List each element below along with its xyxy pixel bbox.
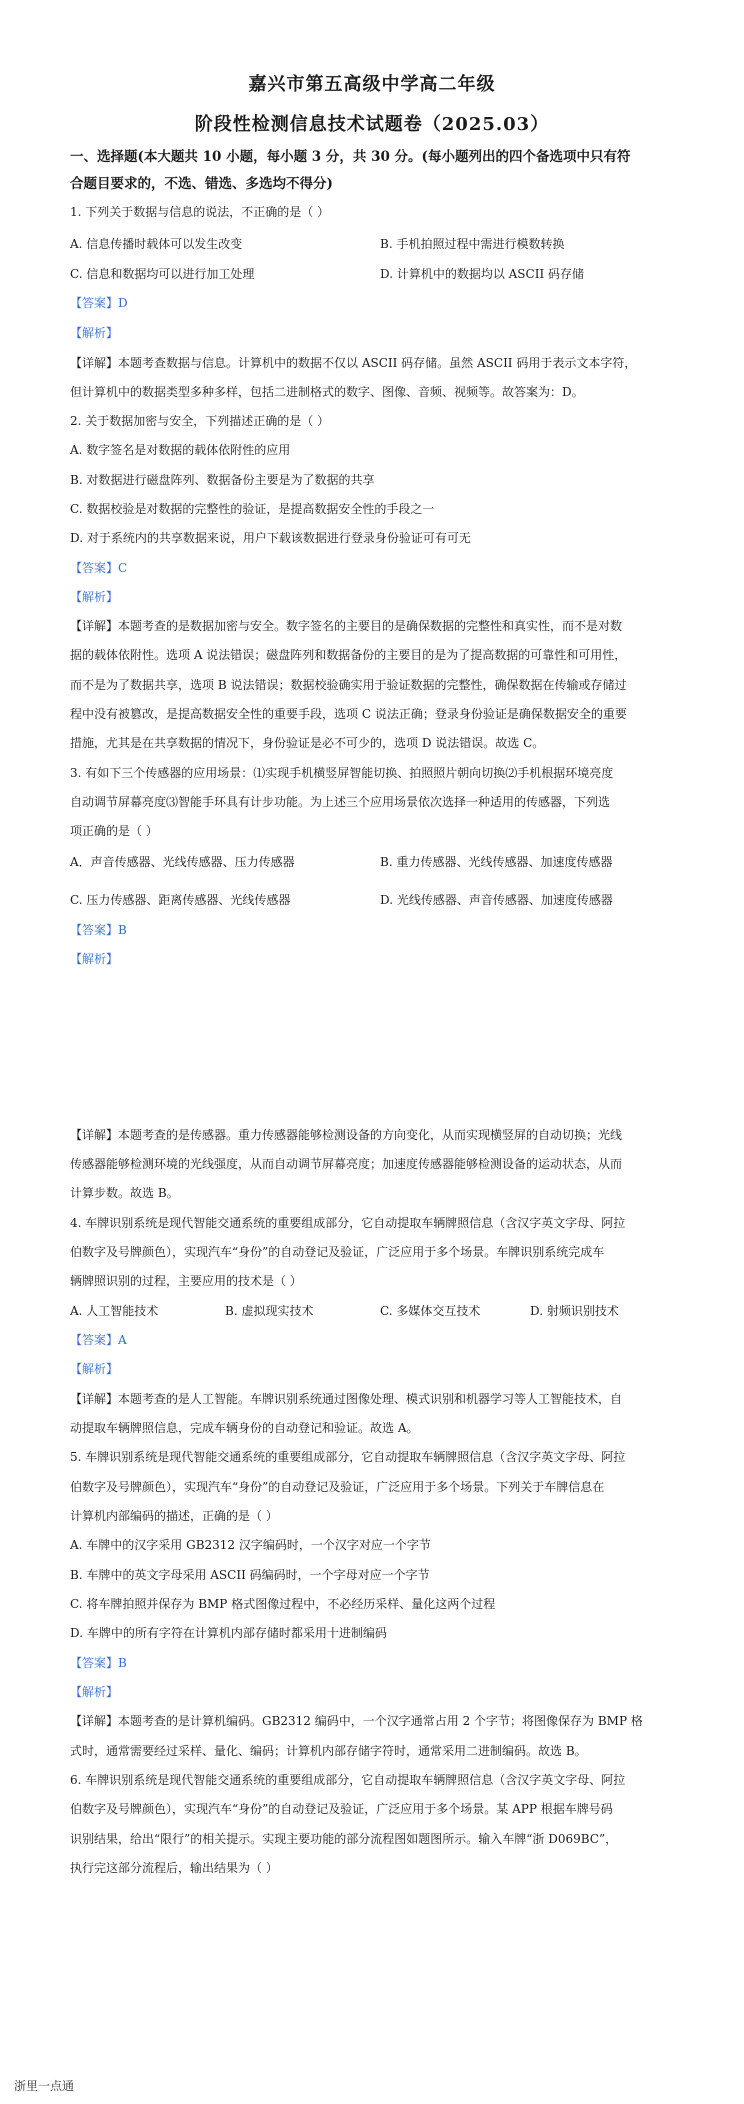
question-5-option-c: C. 将车牌拍照并保存为 BMP 格式图像过程中，不必经历采样、量化这两个过程 [70,1597,496,1611]
question-4-stem-cont-2: 辆牌照识别的过程，主要应用的技术是（ ） [70,1274,302,1288]
question-4-option-d: D. 射频识别技术 [530,1304,619,1318]
question-6-stem-cont-1: 伯数字及号牌颜色），实现汽车“身份”的自动登记及验证，广泛应用于多个场景。某 APP 根据车牌号码 [70,1802,613,1816]
question-1-detail-cont: 但计算机中的数据类型多种多样，包括二进制格式的数字、图像、音频、视频等。故答案为：D。 [70,385,584,399]
question-1-option-c: C. 信息和数据均可以进行加工处理 [70,267,255,281]
exam-title-paper: 阶段性检测信息技术试题卷（2025.03） [194,114,550,135]
question-5-option-d: D. 车牌中的所有字符在计算机内部存储时都采用十进制编码 [70,1626,387,1640]
question-2-option-a: A. 数字签名是对数据的载体依附性的应用 [70,443,291,457]
question-1-answer: 【答案】D [70,296,128,310]
question-1-options-row2 [70,265,675,283]
question-4-answer: 【答案】A [70,1333,127,1347]
question-6-stem-cont-2: 识别结果，给出“限行”的相关提示。实现主要功能的部分流程图如题图所示。输入车牌“浙 D069BC”， [70,1832,618,1846]
question-4-detail: 【详解】本题考查的是人工智能。车牌识别系统通过图像处理、模式识别和机器学习等人工智能技术，自 [70,1392,623,1406]
question-5-stem: 5. 车牌识别系统是现代智能交通系统的重要组成部分，它自动提取车辆牌照信息（含汉字英文字母、阿拉 [70,1450,626,1464]
question-3-stem-cont-2: 项正确的是（ ） [70,824,158,838]
question-5-detail: 【详解】本题考查的是计算机编码。GB2312 编码中，一个汉字通常占用 2 个字节；将图像保存为 BMP 格 [70,1714,643,1728]
question-4-option-c: C. 多媒体交互技术 [380,1304,481,1318]
question-5-stem-cont-1: 伯数字及号牌颜色），实现汽车“身份”的自动登记及验证，广泛应用于多个场景。下列关于车牌信息在 [70,1480,605,1494]
question-1-option-d: D. 计算机中的数据均以 ASCII 码存储 [380,267,585,281]
question-3-detail-cont-2: 计算步数。故选 B。 [70,1186,179,1200]
footer-watermark: 浙里一点通 [14,2079,75,2093]
question-2-option-d: D. 对于系统内的共享数据来说，用户下载该数据进行登录身份验证可有可无 [70,531,471,545]
question-5-option-b: B. 车牌中的英文字母采用 ASCII 码编码时，一个字母对应一个字节 [70,1568,430,1582]
question-1-detail: 【详解】本题考查数据与信息。计算机中的数据不仅以 ASCII 码存储。虽然 ASCII 码用于表示文本字符， [70,356,637,370]
question-6-stem-cont-3: 执行完这部分流程后，输出结果为（ ） [70,1861,278,1875]
question-2-detail-cont-2: 而不是为了数据共享，选项 B 说法错误；数据校验确实用于验证数据的完整性，确保数据在传输或存储过 [70,678,627,692]
section-heading: 一、选择题(本大题共 10 小题，每小题 3 分，共 30 分。(每小题列出的四个备选项中只有符 [70,149,631,165]
question-3-options-row1 [70,853,675,871]
question-1-options-row1 [70,235,675,253]
exam-title-school: 嘉兴市第五高级中学高二年级 [248,74,496,95]
question-1-stem: 1. 下列关于数据与信息的说法，不正确的是（ ） [70,205,330,219]
question-4-detail-cont: 动提取车辆牌照信息，完成车辆身份的自动登记和验证。故选 A。 [70,1421,419,1435]
question-5-detail-cont: 式时，通常需要经过采样、量化、编码；计算机内部存储字符时，通常采用二进制编码。故选 B。 [70,1744,587,1758]
question-2-detail-cont-4: 措施，尤其是在共享数据的情况下，身份验证是必不可少的，选项 D 说法错误。故选 C。 [70,736,545,750]
question-4-stem: 4. 车牌识别系统是现代智能交通系统的重要组成部分，它自动提取车辆牌照信息（含汉字英文字母、阿拉 [70,1216,626,1230]
question-2-detail: 【详解】本题考查的是数据加密与安全。数字签名的主要目的是确保数据的完整性和真实性，而不是对数 [70,619,623,633]
question-3-option-a: A．声音传感器、光线传感器、压力传感器 [70,855,295,869]
question-3-detail: 【详解】本题考查的是传感器。重力传感器能够检测设备的方向变化，从而实现横竖屏的自动切换；光线 [70,1128,623,1142]
question-1-option-a: A. 信息传播时载体可以发生改变 [70,237,243,251]
question-4-option-a: A. 人工智能技术 [70,1304,159,1318]
question-3-detail-cont-1: 传感器能够检测环境的光线强度，从而自动调节屏幕亮度；加速度传感器能够检测设备的运动状态，从而 [70,1157,623,1171]
question-3-answer: 【答案】B [70,923,127,937]
question-3-option-b: B. 重力传感器、光线传感器、加速度传感器 [380,855,613,869]
question-2-stem: 2. 关于数据加密与安全，下列描述正确的是（ ） [70,414,330,428]
question-3-stem: 3. 有如下三个传感器的应用场景：⑴实现手机横竖屏智能切换、拍照照片朝向切换⑵手机根据环境亮度 [70,766,614,780]
question-3-option-d: D. 光线传感器、声音传感器、加速度传感器 [380,893,613,907]
question-1-analysis-label: 【解析】 [70,326,119,340]
question-3-options-row2 [70,891,675,909]
question-2-option-b: B. 对数据进行磁盘阵列、数据备份主要是为了数据的共享 [70,473,375,487]
question-4-stem-cont-1: 伯数字及号牌颜色），实现汽车“身份”的自动登记及验证，广泛应用于多个场景。车牌识别系统完成车 [70,1245,605,1259]
question-3-analysis-label: 【解析】 [70,952,119,966]
question-2-answer: 【答案】C [70,561,128,575]
question-4-analysis-label: 【解析】 [70,1362,119,1376]
question-2-analysis-label: 【解析】 [70,590,119,604]
question-6-stem: 6. 车牌识别系统是现代智能交通系统的重要组成部分，它自动提取车辆牌照信息（含汉字英文字母、阿拉 [70,1773,626,1787]
question-1-option-b: B. 手机拍照过程中需进行模数转换 [380,237,565,251]
question-4-option-b: B. 虚拟现实技术 [225,1304,314,1318]
question-2-detail-cont-3: 程中没有被篡改，是提高数据安全性的重要手段，选项 C 说法正确；登录身份验证是确保数据安全的重要 [70,707,627,721]
question-3-stem-cont-1: 自动调节屏幕亮度⑶智能手环具有计步功能。为上述三个应用场景依次选择一种适用的传感器，下列选 [70,795,611,809]
question-2-detail-cont-1: 据的载体依附性。选项 A 说法错误；磁盘阵列和数据备份的主要目的是为了提高数据的可靠性和可用性， [70,648,627,662]
question-5-analysis-label: 【解析】 [70,1685,119,1699]
question-3-option-c: C. 压力传感器、距离传感器、光线传感器 [70,893,291,907]
question-5-answer: 【答案】B [70,1656,127,1670]
question-5-stem-cont-2: 计算机内部编码的描述，正确的是（ ） [70,1509,278,1523]
question-5-option-a: A. 车牌中的汉字采用 GB2312 汉字编码时，一个汉字对应一个字节 [70,1538,431,1552]
question-2-option-c: C. 数据校验是对数据的完整性的验证，是提高数据安全性的手段之一 [70,502,435,516]
section-heading-cont: 合题目要求的，不选、错选、多选均不得分) [70,176,333,192]
